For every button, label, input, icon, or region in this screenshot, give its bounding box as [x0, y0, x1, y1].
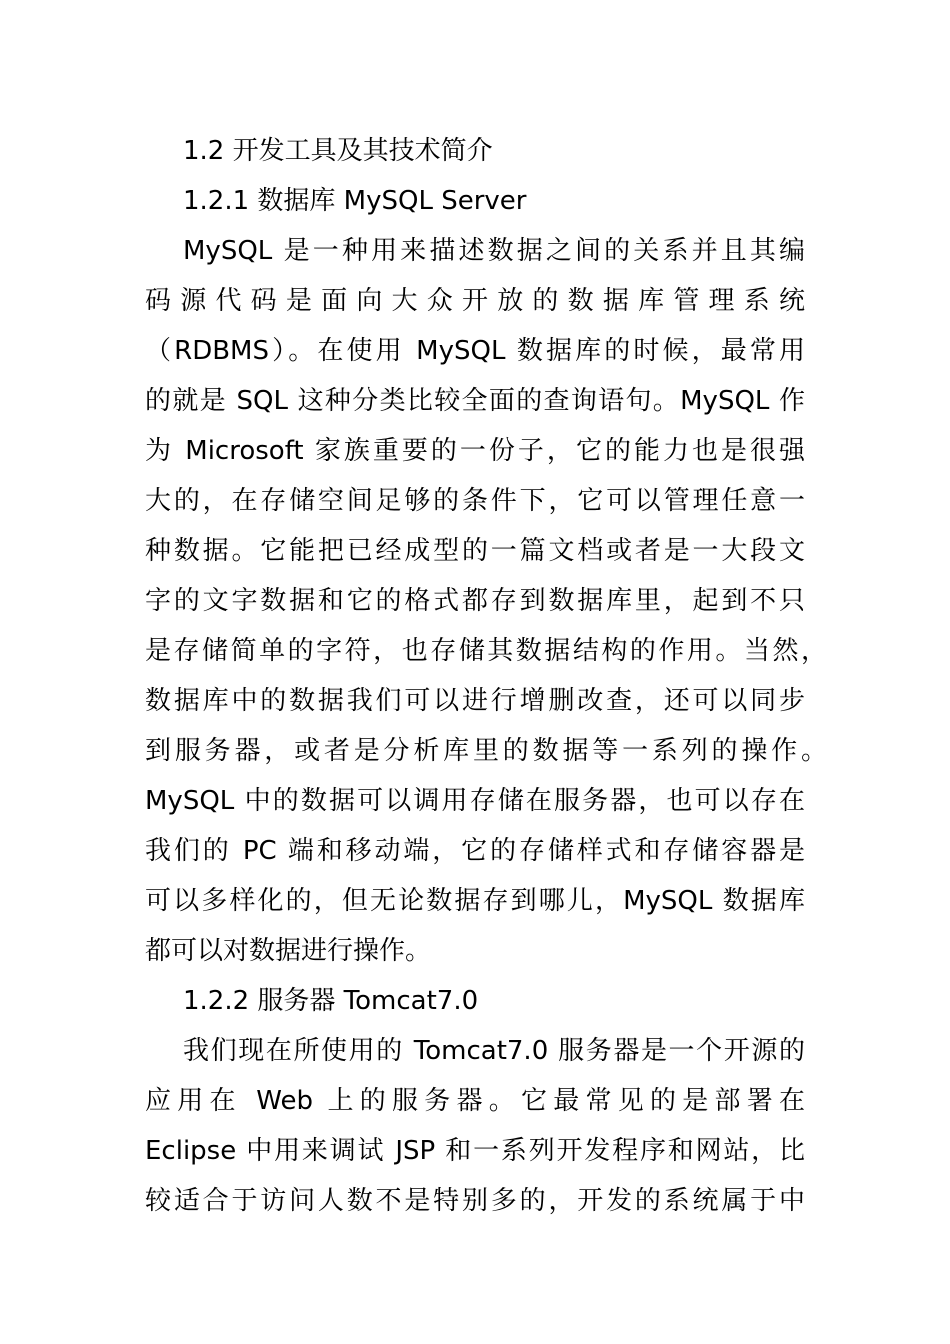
section-heading-1-2-1: 1.2.1 数据库 MySQL Server: [183, 186, 527, 216]
paragraph-line: MySQL 是一种用来描述数据之间的关系并且其编: [183, 236, 805, 266]
paragraph-line: 较适合于访问人数不是特别多的，开发的系统属于中: [145, 1186, 805, 1216]
paragraph-line: （RDBMS）。在使用 MySQL 数据库的时候，最常用: [145, 336, 805, 366]
paragraph-line: 是存储简单的字符，也存储其数据结构的作用。当然，: [145, 636, 827, 666]
paragraph-line: 大的，在存储空间足够的条件下，它可以管理任意一: [145, 486, 805, 516]
paragraph-line: 都可以对数据进行操作。: [145, 936, 432, 966]
paragraph-line: 数据库中的数据我们可以进行增删改查，还可以同步: [145, 686, 805, 716]
paragraph-line: MySQL 中的数据可以调用存储在服务器，也可以存在: [145, 786, 805, 816]
paragraph-line: 码源代码是面向大众开放的数据库管理系统: [145, 286, 805, 316]
paragraph-line: 应用在 Web 上的服务器。它最常见的是部署在: [145, 1086, 805, 1116]
section-heading-1-2-2: 1.2.2 服务器 Tomcat7.0: [183, 986, 479, 1016]
paragraph-line: 种数据。它能把已经成型的一篇文档或者是一大段文: [145, 536, 805, 566]
paragraph-line: Eclipse 中用来调试 JSP 和一系列开发程序和网站，比: [145, 1136, 805, 1166]
paragraph-line: 可以多样化的，但无论数据存到哪儿，MySQL 数据库: [145, 886, 805, 916]
paragraph-line: 我们现在所使用的 Tomcat7.0 服务器是一个开源的: [183, 1036, 805, 1066]
section-heading-1-2: 1.2 开发工具及其技术简介: [183, 136, 493, 166]
paragraph-line: 到服务器，或者是分析库里的数据等一系列的操作。: [145, 736, 827, 766]
paragraph-line: 字的文字数据和它的格式都存到数据库里，起到不只: [145, 586, 805, 616]
paragraph-line: 为 Microsoft 家族重要的一份子，它的能力也是很强: [145, 436, 805, 466]
paragraph-line: 我们的 PC 端和移动端，它的存储样式和存储容器是: [145, 836, 805, 866]
paragraph-line: 的就是 SQL 这种分类比较全面的查询语句。MySQL 作: [145, 386, 805, 416]
